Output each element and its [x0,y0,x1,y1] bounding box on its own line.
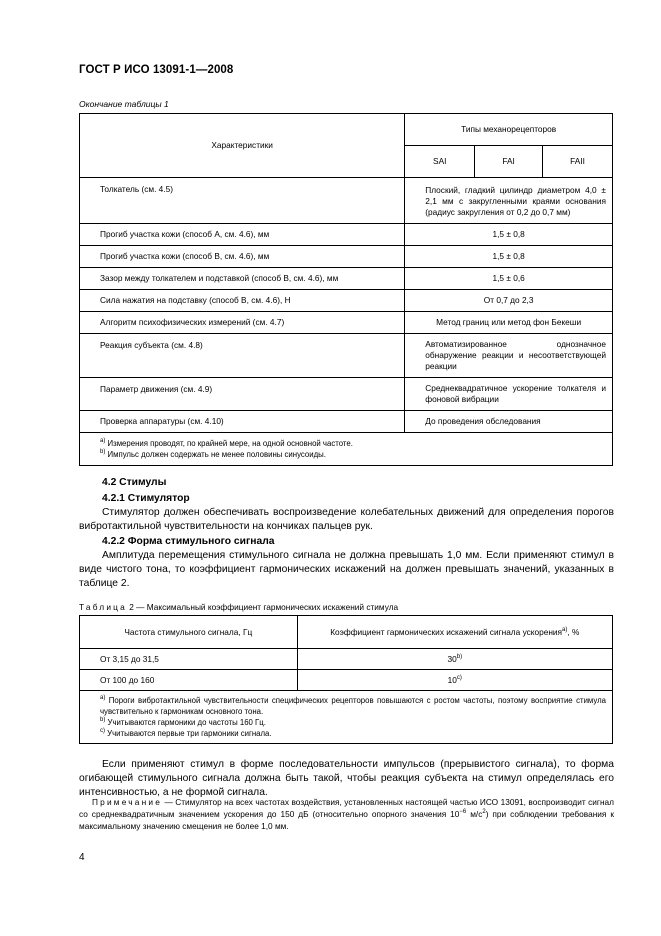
row-value [297,670,612,691]
col-unit: , % [567,626,580,637]
footnote-mark: b) [100,448,106,455]
row-name: Алгоритм психофизических измерений (см. 4.7) [80,312,405,334]
footnote-mark: a) [100,437,106,444]
row-name: Параметр движения (см. 4.9) [80,378,405,411]
row-value: Среднеквадратичное ускорение толкателя и фоновой вибрации [405,378,613,411]
table-row [80,246,613,268]
value-text: 30 [447,653,457,664]
note-text-3: ) при соблюдении требования к максимальному значению смещения не более 1,0 мм. [79,809,614,831]
table-row [80,649,613,670]
footnote-mark: a) [100,694,106,701]
footnote [100,449,612,460]
table-row [80,224,613,246]
table-row [80,312,613,334]
row-name: Зазор между толкателем и подставкой (способ В, см. 4.6), мм [80,268,405,290]
table2-caption [79,602,398,612]
row-name: Проверка аппаратуры (см. 4.10) [80,411,405,433]
table2-caption-text: 2 — Максимальный коэффициент гармонических искажений стимула [129,602,399,612]
row-value [297,649,612,670]
table-row [80,290,613,312]
table2-footnotes [80,691,613,744]
footnote-mark: b) [100,716,106,723]
row-value: 1,5 ± 0,8 [405,246,613,268]
paragraph-pulse-envelope: Если применяют стимул в форме последовательности импульсов (прерывистого сигнала), то форма огибающей стимульного сигнала должна быть такой, чтобы реакция субъекта на стимул определялась его интенсивностью, а не формой сигнала. [79,759,614,798]
paragraph-4-2-2: Амплитуда перемещения стимульного сигнала не должна превышать 1,0 мм. Если применяют стимул в виде чистого тона, то коэффициент гармонических искажений на должен превышать значений, указанных в таблице 2. [79,550,614,589]
footnote-text: Импульс должен содержать не менее половины синусоиды. [107,449,326,459]
table-row [80,670,613,691]
row-value: От 0,7 до 2,3 [405,290,613,312]
row-name: Толкатель (см. 4.5) [80,178,405,224]
footnote-text: Учитываются первые три гармоники сигнала. [107,728,272,738]
row-value: До проведения обследования [405,411,613,433]
table-row [80,268,613,290]
section-heading-4-2: 4.2 Стимулы [102,477,167,488]
footnote [100,717,606,728]
value-sup: c) [456,674,462,681]
footnote [100,695,606,717]
footnote-mark: c) [100,727,105,734]
note-label: Примечание [92,797,163,807]
paragraph-4-2-1: Стимулятор должен обеспечивать воспроизведение колебательных движений для определения порогов вибротактильной чувствительности на кончиках пальцев рук. [79,507,614,532]
footnote [100,728,606,739]
table1-col-header: Характеристики [80,114,405,178]
value-sup: b) [456,653,463,660]
table-row [80,178,613,224]
footnote-text: Учитываются гармоники до частоты 160 Гц. [107,717,266,727]
row-value: 1,5 ± 0,8 [405,224,613,246]
table-row [80,378,613,411]
row-name: Сила нажатия на подставку (способ В, см. 4.6), Н [80,290,405,312]
table-1 [79,113,613,466]
table2-col-coefficient [297,616,612,649]
row-value: 1,5 ± 0,6 [405,268,613,290]
value-text: 10 [447,674,457,685]
footnote-text: Измерения проводят, по крайней мере, на одной основной частоте. [107,438,353,448]
row-name: Прогиб участка кожи (способ В, см. 4.6), мм [80,246,405,268]
section-heading-4-2-1: 4.2.1 Стимулятор [102,493,190,504]
row-name: Прогиб участка кожи (способ А, см. 4.6), мм [80,224,405,246]
table1-subheader-sai: SAI [405,146,475,178]
note-exp-1: −6 [459,809,467,815]
note-block [79,796,614,832]
page-header-title: ГОСТ Р ИСО 13091-1—2008 [79,64,234,76]
row-value: Автоматизированное однозначное обнаружение реакции и несоответствующей реакции [405,334,613,378]
footnote-text: Пороги вибротактильной чувствительности специфических рецепторов повышаются с ростом частоты, поэтому восприятие стимула чувствительно к гармоникам основного тона. [100,695,606,716]
table2-col-frequency: Частота стимульного сигнала, Гц [80,616,298,649]
row-frequency: От 3,15 до 31,5 [80,649,298,670]
table-row [80,334,613,378]
row-name: Реакция субъекта (см. 4.8) [80,334,405,378]
table1-subheader-fai: FAI [475,146,543,178]
row-frequency: От 100 до 160 [80,670,298,691]
table1-footnotes [80,433,613,466]
table-2 [79,615,613,744]
table-row [80,411,613,433]
table1-group-header: Типы механорецепторов [405,114,613,146]
row-value: Метод границ или метод фон Бекеши [405,312,613,334]
table2-caption-word: Таблица [79,602,127,612]
table1-caption: Окончание таблицы 1 [79,99,169,109]
note-exp-2: 2 [482,809,486,815]
row-value: Плоский, гладкий цилиндр диаметром 4,0 ± 2,1 мм с закругленными краями основания (радиус закругления от 0,2 до 0,7 мм) [405,178,613,224]
note-text-1: — Стимулятор на всех частотах воздействия, установленных настоящей частью ИСО 13091, воспроизводит сигнал со среднеквадратичным значением ускорения до 150 дБ (относительно опорного значения 10 [79,797,614,819]
note-text-2: м/с [466,809,483,819]
footnote [100,438,612,449]
page-number: 4 [79,852,85,863]
col-text: Коэффициент гармонических искажений сигнала ускорения [330,626,563,637]
section-heading-4-2-2: 4.2.2 Форма стимульного сигнала [102,536,275,547]
table1-subheader-faii: FAII [543,146,613,178]
col-sup: a) [562,626,568,633]
